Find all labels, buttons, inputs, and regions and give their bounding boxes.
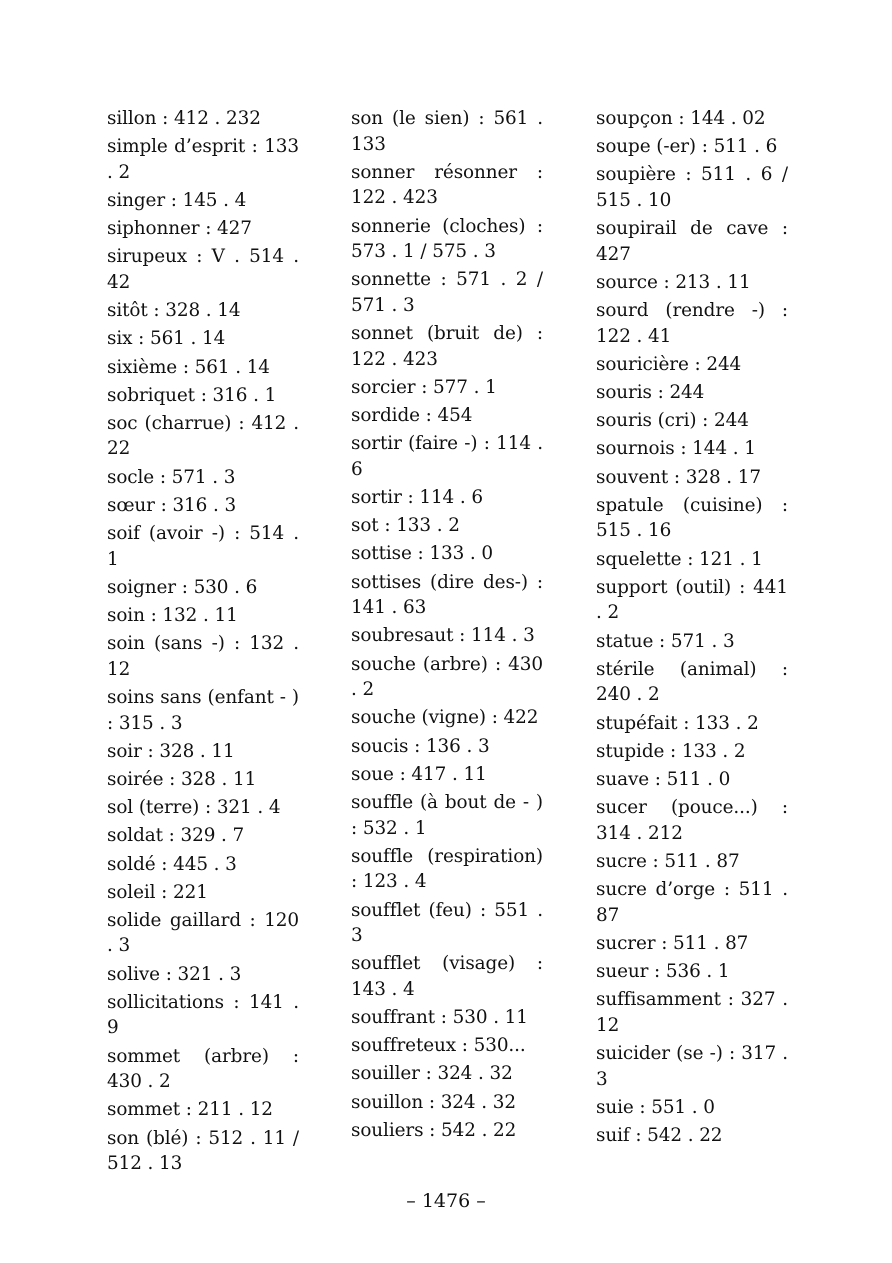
index-entry: sueur : 536 . 1 <box>596 961 730 983</box>
index-entry: soldat : 329 . 7 <box>107 825 245 847</box>
index-entry: siphonner : 427 <box>107 218 252 240</box>
index-entry: sol (terre) : 321 . 4 <box>107 797 281 819</box>
index-entry: stupéfait : 133 . 2 <box>596 712 759 734</box>
index-entry: soue : 417 . 11 <box>351 763 487 785</box>
index-entry: souche (vigne) : 422 <box>351 707 539 729</box>
index-entry: soupe (-er) : 511 . 6 <box>596 136 778 158</box>
index-entry: stupide : 133 . 2 <box>596 740 746 762</box>
index-entry: sonnerie (cloches) : 573 . 1 / 575 . 3 <box>351 215 543 263</box>
index-entry: souffreteux : 530... <box>351 1035 526 1057</box>
index-entry: sucer (pouce...) : 314 . 212 <box>596 797 788 844</box>
index-entry: soin (sans -) : 132 . 12 <box>107 633 299 680</box>
index-entry: solive : 321 . 3 <box>107 963 242 985</box>
index-entry: suave : 511 . 0 <box>596 768 731 790</box>
index-entry: souris : 244 <box>596 382 705 404</box>
index-entry: soupçon : 144 . 02 <box>596 108 766 129</box>
index-entry: soufflet (visage) : 143 . 4 <box>351 953 543 1000</box>
index-entry: soin : 132 . 11 <box>107 605 238 626</box>
index-entry: soldé : 445 . 3 <box>107 853 237 875</box>
index-entry: singer : 145 . 4 <box>107 189 247 211</box>
index-entry: soirée : 328 . 11 <box>107 768 257 790</box>
index-entry: sœur : 316 . 3 <box>107 494 237 516</box>
index-entry: sonnet (bruit de) : 122 . 423 <box>351 323 543 370</box>
index-entry: sortir (faire -) : 114 . 6 <box>351 433 543 480</box>
index-entry: soubresaut : 114 . 3 <box>351 625 535 647</box>
index-entry: sottise : 133 . 0 <box>351 543 494 565</box>
index-entry: souche (arbre) : 430 . 2 <box>351 653 543 701</box>
index-entry: socle : 571 . 3 <box>107 466 236 488</box>
index-entry: souvent : 328 . 17 <box>596 466 761 488</box>
index-entry: soif (avoir -) : 514 . 1 <box>107 523 299 570</box>
index-entry: soleil : 221 <box>107 881 208 903</box>
index-entry: spatule (cuisine) : 515 . 16 <box>596 494 788 542</box>
index-entry: support (outil) : 441 . 2 <box>596 576 788 624</box>
index-entry: sordide : 454 <box>351 405 473 427</box>
index-entry: souricière : 244 <box>596 353 742 375</box>
index-entry: sillon : 412 . 232 <box>107 108 261 129</box>
index-entry: sorcier : 577 . 1 <box>351 376 497 398</box>
index-entry: sournois : 144 . 1 <box>596 438 756 460</box>
index-entry: soigner : 530 . 6 <box>107 576 258 598</box>
index-entry: soufflet (feu) : 551 . 3 <box>351 899 543 947</box>
index-entry: soins sans (enfant - ) : 315 . 3 <box>107 686 299 734</box>
index-entry: sonner résonner : 122 . 423 <box>351 161 543 209</box>
index-entry: son (le sien) : 561 . 133 <box>351 108 543 155</box>
index-entry: souffle (respiration) : 123 . 4 <box>351 845 543 893</box>
index-entry: squelette : 121 . 1 <box>596 548 763 570</box>
index-entry: sourd (rendre -) : 122 . 41 <box>596 300 788 347</box>
index-entry: source : 213 . 11 <box>596 271 751 293</box>
index-entry: sommet (arbre) : 430 . 2 <box>107 1045 299 1093</box>
index-column-2 <box>351 106 543 1146</box>
index-entry: sonnette : 571 . 2 / 571 . 3 <box>351 269 543 316</box>
index-entry: sollicitations : 141 . 9 <box>107 991 299 1039</box>
index-entry: souliers : 542 . 22 <box>351 1119 517 1141</box>
index-entry: suif : 542 . 22 <box>596 1125 723 1146</box>
index-entry: soir : 328 . 11 <box>107 740 235 762</box>
index-entry: souffrant : 530 . 11 <box>351 1007 528 1029</box>
index-entry: souffle (à bout de - ) : 532 . 1 <box>351 791 543 839</box>
index-entry: sucre : 511 . 87 <box>596 850 740 872</box>
index-entry: sot : 133 . 2 <box>351 515 460 537</box>
index-entry: suie : 551 . 0 <box>596 1096 715 1118</box>
index-entry: sitôt : 328 . 14 <box>107 300 241 322</box>
index-entry: sucre d’orge : 511 . 87 <box>596 879 788 926</box>
index-entry: sucrer : 511 . 87 <box>596 932 749 954</box>
index-entry: souiller : 324 . 32 <box>351 1063 513 1085</box>
index-entry: solide gaillard : 120 . 3 <box>107 909 299 957</box>
index-entry: son (blé) : 512 . 11 / 512 . 13 <box>107 1127 299 1175</box>
index-column-3 <box>596 106 788 1151</box>
index-entry: soc (charrue) : 412 . 22 <box>107 412 299 460</box>
index-entry: soupirail de cave : 427 <box>596 218 788 265</box>
index-entry: souillon : 324 . 32 <box>351 1091 516 1113</box>
index-entry: suicider (se -) : 317 . 3 <box>596 1043 788 1090</box>
index-entry: sirupeux : V . 514 . 42 <box>107 246 299 293</box>
index-entry: sobriquet : 316 . 1 <box>107 384 277 406</box>
index-entry: sommet : 211 . 12 <box>107 1099 273 1121</box>
page-number: – 1476 – <box>406 1190 486 1212</box>
index-entry: simple d’esprit : 133 . 2 <box>107 136 299 183</box>
index-entry: sortir : 114 . 6 <box>351 487 483 509</box>
index-entry: suffisamment : 327 . 12 <box>596 989 788 1036</box>
index-entry: souris (cri) : 244 <box>596 410 749 432</box>
index-entry: stérile (animal) : 240 . 2 <box>596 658 788 706</box>
index-entry: soupière : 511 . 6 / 515 . 10 <box>596 164 788 211</box>
index-entry: soucis : 136 . 3 <box>351 735 490 757</box>
index-entry: six : 561 . 14 <box>107 328 226 350</box>
index-entry: sottises (dire des-) : 141 . 63 <box>351 571 543 619</box>
index-entry: sixième : 561 . 14 <box>107 356 270 378</box>
index-entry: statue : 571 . 3 <box>596 630 735 652</box>
index-column-1 <box>107 106 299 1179</box>
